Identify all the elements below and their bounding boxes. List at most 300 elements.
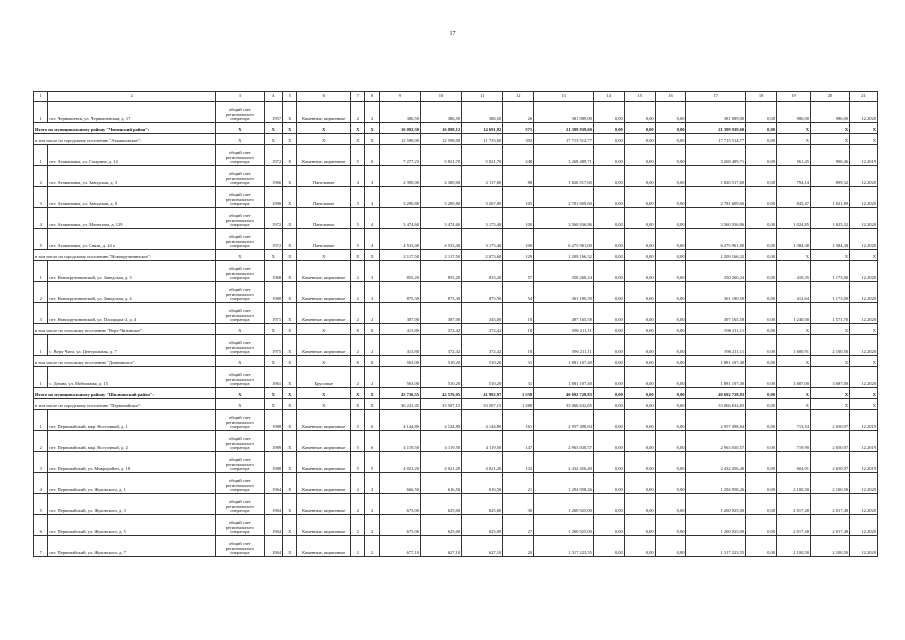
table-cell: X: [365, 356, 379, 367]
table-cell: 0,00: [746, 367, 777, 388]
table-cell: 510,20: [462, 356, 503, 367]
table-cell: пгт. Первомайский, мкр. Восточный, д. 2: [48, 431, 216, 452]
table-row: [34, 261, 878, 282]
table-cell: 561,45: [777, 145, 811, 166]
table-cell: 15: [624, 92, 655, 102]
table-cell: X: [283, 431, 297, 452]
table-cell: 0,00: [655, 166, 686, 187]
table-cell: 1 294 958,26: [686, 473, 746, 494]
table-cell: общий счет регионального оператора: [216, 452, 264, 473]
table-cell: 12.2019: [850, 145, 878, 166]
table-cell: в том числе по городскому поселению "Атамановское":: [34, 134, 216, 145]
table-cell: 1: [34, 102, 48, 123]
table-cell: 1 317 223,55: [686, 536, 746, 557]
table-cell: 0,00: [593, 229, 624, 250]
table-cell: 2 100,50: [810, 335, 849, 356]
table-cell: 0,00: [624, 452, 655, 473]
table-cell: X: [350, 324, 364, 335]
table-cell: 2 017,48: [810, 494, 849, 515]
table-cell: X: [283, 473, 297, 494]
table-cell: 4 533,40: [420, 229, 461, 250]
table-cell: 0,00: [655, 134, 686, 145]
table-cell: 1 294 958,26: [534, 473, 594, 494]
table-cell: 0,00: [593, 536, 624, 557]
table-cell: 12.2020: [850, 187, 878, 208]
table-cell: 899,32: [810, 166, 849, 187]
table-cell: 21 399 939,60: [534, 123, 594, 134]
district-total-row: [34, 123, 878, 134]
table-cell: 875,30: [420, 282, 461, 303]
table-cell: 0,00: [593, 261, 624, 282]
table-cell: 3: [34, 187, 48, 208]
table-cell: пгт. Новокручининский, ул. Площадка-2, д. 4: [48, 303, 216, 324]
table-cell: 3: [34, 303, 48, 324]
table-cell: 12: [503, 92, 534, 102]
table-cell: X: [283, 282, 297, 303]
table-cell: 0,00: [655, 473, 686, 494]
table-cell: 21: [850, 92, 878, 102]
table-cell: 1964: [264, 515, 283, 536]
table-cell: 1: [34, 92, 48, 102]
table-cell: 2 117,50: [379, 250, 420, 261]
table-cell: 2 957 498,84: [534, 410, 594, 431]
table-cell: 833,20: [462, 261, 503, 282]
table-cell: X: [850, 356, 878, 367]
table-cell: 0,00: [655, 229, 686, 250]
table-cell: X: [283, 388, 297, 399]
table-cell: X: [216, 388, 264, 399]
table-cell: 17 713 514,77: [534, 134, 594, 145]
table-cell: 12.2020: [850, 494, 878, 515]
table-cell: 2 390,00: [379, 166, 420, 187]
table-cell: пгт. Новокручининский, ул. Заводская, д. 4: [48, 282, 216, 303]
table-cell: 0,00: [746, 303, 777, 324]
table-cell: 563,00: [379, 356, 420, 367]
table-cell: 0,00: [593, 367, 624, 388]
table-cell: X: [283, 102, 297, 123]
table-row: [34, 410, 878, 431]
table-cell: 2 300,00: [420, 166, 461, 187]
table-cell: в том числе по городскому поселению "Первомайское":: [34, 399, 216, 410]
table-cell: 2: [365, 335, 379, 356]
table-cell: 604,91: [777, 452, 811, 473]
table-cell: 13: [534, 92, 594, 102]
page-number: 17: [449, 31, 456, 37]
table-cell: 3 560 936,86: [686, 208, 746, 229]
table-cell: 7 277,23: [379, 145, 420, 166]
table-row: [34, 145, 878, 166]
table-cell: 0,00: [624, 123, 655, 134]
table-cell: 1: [34, 367, 48, 388]
table-cell: 4 119,50: [420, 431, 461, 452]
table-cell: 1 621,89: [810, 187, 849, 208]
table-cell: X: [283, 494, 297, 515]
table-cell: X: [297, 324, 351, 335]
table-cell: общий счет регионального оператора: [216, 166, 264, 187]
table-cell: 350 260,24: [686, 261, 746, 282]
table-cell: 2 650,97: [810, 431, 849, 452]
table-cell: 100: [503, 229, 534, 250]
table-cell: 1961: [264, 367, 283, 388]
table-cell: Каменные, кирпичные: [297, 303, 351, 324]
table-cell: 12.2020: [850, 261, 878, 282]
table-cell: X: [350, 356, 364, 367]
table-cell: X: [810, 324, 849, 335]
table-cell: 2 963 030,57: [534, 431, 594, 452]
table-cell: 372,42: [462, 335, 503, 356]
table-cell: 0,00: [624, 431, 655, 452]
table-cell: 3: [216, 92, 264, 102]
table-cell: пгт. Атамановка, ул. Матюгина, д. 129: [48, 208, 216, 229]
table-cell: в том числе по городскому поселению "Новокручининское":: [34, 250, 216, 261]
table-cell: Итого по муниципальному району "Шилкинский район":: [34, 388, 216, 399]
table-cell: X: [810, 134, 849, 145]
table-cell: 12.2020: [850, 473, 878, 494]
table-cell: 0,00: [624, 367, 655, 388]
table-cell: 0,00: [593, 515, 624, 536]
table-cell: 1971: [264, 303, 283, 324]
table-cell: 625,00: [420, 515, 461, 536]
table-cell: 0,00: [624, 102, 655, 123]
table-cell: X: [283, 229, 297, 250]
table-cell: 40 692 728,83: [534, 388, 594, 399]
table-cell: 571: [503, 123, 534, 134]
table-cell: 372,42: [420, 324, 461, 335]
table-cell: 2: [365, 303, 379, 324]
table-row: [34, 166, 878, 187]
table-cell: пгт. Первомайский, ул. Микрорайон, д. 18: [48, 452, 216, 473]
table-cell: X: [283, 208, 297, 229]
capital-repair-register-table: [33, 91, 878, 557]
table-cell: 12.2020: [850, 208, 878, 229]
table-cell: 12 598,00: [379, 134, 420, 145]
table-cell: X: [365, 134, 379, 145]
table-cell: 14 691,82: [462, 123, 503, 134]
table-cell: 794,14: [777, 166, 811, 187]
table-cell: общий счет регионального оператора: [216, 229, 264, 250]
table-cell: 2 017,48: [810, 515, 849, 536]
table-cell: 0,00: [593, 410, 624, 431]
table-cell: 2 781 609,60: [534, 187, 594, 208]
table-cell: 1 538: [503, 388, 534, 399]
table-cell: 2: [365, 494, 379, 515]
table-cell: 2 117,50: [420, 250, 461, 261]
table-cell: 3 175,40: [462, 229, 503, 250]
table-cell: 1964: [264, 536, 283, 557]
table-cell: 2: [34, 431, 48, 452]
table-cell: 18: [503, 335, 534, 356]
table-cell: 1 384,38: [810, 229, 849, 250]
table-cell: 2: [48, 92, 216, 102]
table-cell: 4 021,20: [420, 452, 461, 473]
table-cell: 7: [34, 536, 48, 557]
district-total-row: [34, 388, 878, 399]
table-cell: 510,20: [420, 356, 461, 367]
table-cell: пгт. Новокручининский, ул. Заводская, д. 3: [48, 261, 216, 282]
table-cell: X: [777, 356, 811, 367]
table-cell: 0,00: [746, 229, 777, 250]
table-cell: Каменные, кирпичные: [297, 145, 351, 166]
table-cell: X: [283, 134, 297, 145]
table-cell: 4 144,80: [462, 410, 503, 431]
table-cell: в том числе по сельскому поселению "Домнинское":: [34, 356, 216, 367]
table-cell: 129: [503, 250, 534, 261]
table-cell: 0,00: [593, 335, 624, 356]
table-cell: 372,42: [420, 335, 461, 356]
table-cell: X: [283, 324, 297, 335]
table-cell: X: [283, 187, 297, 208]
table-cell: 1972: [264, 229, 283, 250]
table-cell: 361 180,50: [534, 282, 594, 303]
table-cell: 5: [350, 229, 364, 250]
settlement-subtotal-row: [34, 324, 878, 335]
table-cell: 12.2020: [850, 367, 878, 388]
table-cell: 54: [503, 282, 534, 303]
table-cell: 1: [34, 261, 48, 282]
table-cell: X: [216, 250, 264, 261]
table-cell: 387,00: [379, 303, 420, 324]
table-cell: 2 100,50: [777, 473, 811, 494]
table-row: [34, 367, 878, 388]
table-cell: 986,00: [810, 102, 849, 123]
table-cell: 616,50: [420, 473, 461, 494]
table-cell: 855,20: [420, 261, 461, 282]
table-cell: 41 992,97: [462, 388, 503, 399]
table-cell: X: [810, 388, 849, 399]
table-cell: X: [283, 367, 297, 388]
table-cell: 4: [350, 166, 364, 187]
table-cell: 5: [350, 452, 364, 473]
table-cell: 161: [503, 410, 534, 431]
table-cell: 1: [34, 410, 48, 431]
table-cell: 0,00: [593, 102, 624, 123]
table-cell: 1 260 925,00: [686, 494, 746, 515]
table-cell: 2 650,97: [810, 410, 849, 431]
table-cell: 0,00: [655, 282, 686, 303]
table-cell: 361 180,50: [686, 282, 746, 303]
table-cell: 27: [503, 515, 534, 536]
table-cell: 0,00: [624, 399, 655, 410]
table-cell: X: [216, 356, 264, 367]
table-cell: X: [777, 324, 811, 335]
table-cell: 1968: [264, 261, 283, 282]
table-cell: 147: [503, 431, 534, 452]
table-cell: Каменные, кирпичные: [297, 452, 351, 473]
table-cell: X: [365, 123, 379, 134]
table-cell: 2 432 456,40: [686, 452, 746, 473]
table-cell: 1 240,00: [777, 303, 811, 324]
table-cell: 1989: [264, 431, 283, 452]
table-cell: X: [777, 123, 811, 134]
table-cell: X: [810, 356, 849, 367]
table-cell: 11: [462, 92, 503, 102]
table-cell: 105: [503, 187, 534, 208]
table-cell: 0,00: [624, 145, 655, 166]
table-cell: 0,00: [655, 431, 686, 452]
table-cell: 855,20: [379, 261, 420, 282]
table-cell: 0,00: [655, 250, 686, 261]
table-cell: 0,00: [746, 388, 777, 399]
table-cell: 510,20: [462, 367, 503, 388]
table-cell: 3: [365, 282, 379, 303]
table-cell: 36 241,45: [379, 399, 420, 410]
table-cell: 2 963 030,57: [686, 431, 746, 452]
table-cell: 100: [503, 208, 534, 229]
table-cell: X: [264, 123, 283, 134]
table-cell: 4: [34, 208, 48, 229]
table-cell: 1 826 517,60: [686, 166, 746, 187]
table-cell: 0,00: [655, 399, 686, 410]
table-row: [34, 515, 878, 536]
table-cell: 1 209 166,32: [534, 250, 594, 261]
table-cell: в том числе по сельскому поселению "Верх-Читинское":: [34, 324, 216, 335]
table-cell: 2 432 456,40: [534, 452, 594, 473]
table-cell: Каменные, кирпичные: [297, 473, 351, 494]
table-cell: X: [365, 250, 379, 261]
table-cell: общий счет регионального оператора: [216, 536, 264, 557]
table-cell: 2: [350, 335, 364, 356]
table-cell: X: [283, 536, 297, 557]
table-cell: 0,00: [746, 452, 777, 473]
table-cell: 713,54: [777, 410, 811, 431]
table-cell: 2 073,60: [462, 250, 503, 261]
table-cell: 2: [365, 536, 379, 557]
table-cell: X: [850, 399, 878, 410]
table-cell: 1988: [264, 452, 283, 473]
table-cell: 1 600,91: [777, 335, 811, 356]
table-cell: 2: [350, 282, 364, 303]
table-cell: X: [297, 134, 351, 145]
table-row: [34, 536, 878, 557]
table-cell: пгт. Атамановка, ул. Заводская, д. 3: [48, 166, 216, 187]
table-cell: 2 100,50: [810, 473, 849, 494]
settlement-subtotal-row: [34, 134, 878, 145]
table-cell: 0,00: [746, 261, 777, 282]
table-cell: X: [350, 250, 364, 261]
settlement-subtotal-row: [34, 356, 878, 367]
table-cell: 3 474,60: [420, 208, 461, 229]
table-cell: X: [283, 250, 297, 261]
table-cell: 0,00: [655, 324, 686, 335]
table-cell: 0,00: [624, 250, 655, 261]
table-cell: 12.2020: [850, 515, 878, 536]
table-cell: 0,00: [746, 282, 777, 303]
table-cell: 0,00: [593, 187, 624, 208]
table-cell: 497 165,58: [686, 303, 746, 324]
table-cell: 2 650,97: [810, 452, 849, 473]
table-cell: 0,00: [746, 356, 777, 367]
table-cell: Панельные: [297, 208, 351, 229]
table-cell: 563,00: [379, 367, 420, 388]
table-cell: 12.2020: [850, 166, 878, 187]
table-cell: X: [810, 399, 849, 410]
table-cell: 0,00: [655, 388, 686, 399]
table-cell: 45 736,55: [379, 388, 420, 399]
table-cell: 0,00: [593, 324, 624, 335]
table-cell: 0,00: [655, 410, 686, 431]
table-cell: X: [365, 324, 379, 335]
table-cell: 5: [350, 187, 364, 208]
table-cell: 4 144,80: [379, 410, 420, 431]
table-cell: пгт. Первомайский, ул. Жуковского, д. 3: [48, 494, 216, 515]
table-cell: 596 211,11: [686, 335, 746, 356]
table-cell: 343,00: [462, 303, 503, 324]
table-cell: 0,00: [746, 515, 777, 536]
table-cell: 0,00: [655, 335, 686, 356]
table-cell: 1 881 107,40: [686, 367, 746, 388]
table-cell: 4 533,40: [379, 229, 420, 250]
table-cell: 12 598,00: [420, 134, 461, 145]
table-cell: 0,00: [593, 431, 624, 452]
table-cell: 0,00: [746, 494, 777, 515]
table-cell: Каменные, кирпичные: [297, 494, 351, 515]
table-cell: 8: [365, 92, 379, 102]
table-cell: X: [365, 388, 379, 399]
table-cell: 6: [365, 145, 379, 166]
table-cell: 410,35: [777, 261, 811, 282]
table-cell: X: [810, 250, 849, 261]
table-cell: 0,00: [624, 324, 655, 335]
table-cell: 18: [503, 324, 534, 335]
table-cell: 627,10: [420, 536, 461, 557]
table-cell: 20: [503, 536, 534, 557]
table-cell: 1 317 223,55: [534, 536, 594, 557]
table-cell: Каменные, кирпичные: [297, 515, 351, 536]
table-cell: Каменные, кирпичные: [297, 102, 351, 123]
table-cell: 0,00: [655, 303, 686, 324]
table-cell: 5: [34, 229, 48, 250]
settlement-subtotal-row: [34, 250, 878, 261]
table-cell: X: [850, 324, 878, 335]
table-cell: 386,50: [420, 102, 461, 123]
table-cell: 625,00: [420, 494, 461, 515]
table-cell: X: [216, 134, 264, 145]
table-cell: 2 017,48: [777, 494, 811, 515]
table-cell: общий счет регионального оператора: [216, 494, 264, 515]
table-cell: 0,00: [593, 303, 624, 324]
table-cell: 88: [503, 166, 534, 187]
table-cell: 4: [264, 92, 283, 102]
table-cell: 4: [365, 229, 379, 250]
table-cell: 5 821,70: [462, 145, 503, 166]
table-cell: 0,00: [746, 536, 777, 557]
table-cell: 33 066 632,65: [686, 399, 746, 410]
table-cell: 0,00: [593, 494, 624, 515]
table-cell: 5: [350, 410, 364, 431]
table-cell: 2: [365, 102, 379, 123]
table-cell: общий счет регионального оператора: [216, 208, 264, 229]
table-cell: 386,50: [462, 102, 503, 123]
table-cell: 0,00: [655, 145, 686, 166]
table-cell: 4 119,50: [379, 431, 420, 452]
table-cell: 1 384,38: [777, 229, 811, 250]
table-cell: Панельные: [297, 166, 351, 187]
table-cell: 4 119,50: [462, 431, 503, 452]
table-cell: 16: [655, 92, 686, 102]
table-cell: X: [365, 399, 379, 410]
table-row: [34, 473, 878, 494]
table-cell: общий счет регионального оператора: [216, 187, 264, 208]
table-cell: Панельные: [297, 187, 351, 208]
table-cell: 0,00: [624, 494, 655, 515]
table-cell: пгт. Атамановка, ул. Заводская, д. 8: [48, 187, 216, 208]
table-cell: 0,00: [624, 229, 655, 250]
table-cell: 1 288: [503, 399, 534, 410]
table-cell: 3 175,40: [462, 208, 503, 229]
table-cell: пгт. Атамановка, ул. Связи, д. 24 а: [48, 229, 216, 250]
table-cell: пгт. Атамановка, ул. Гагарина, д. 14: [48, 145, 216, 166]
table-cell: 3 474,60: [379, 208, 420, 229]
